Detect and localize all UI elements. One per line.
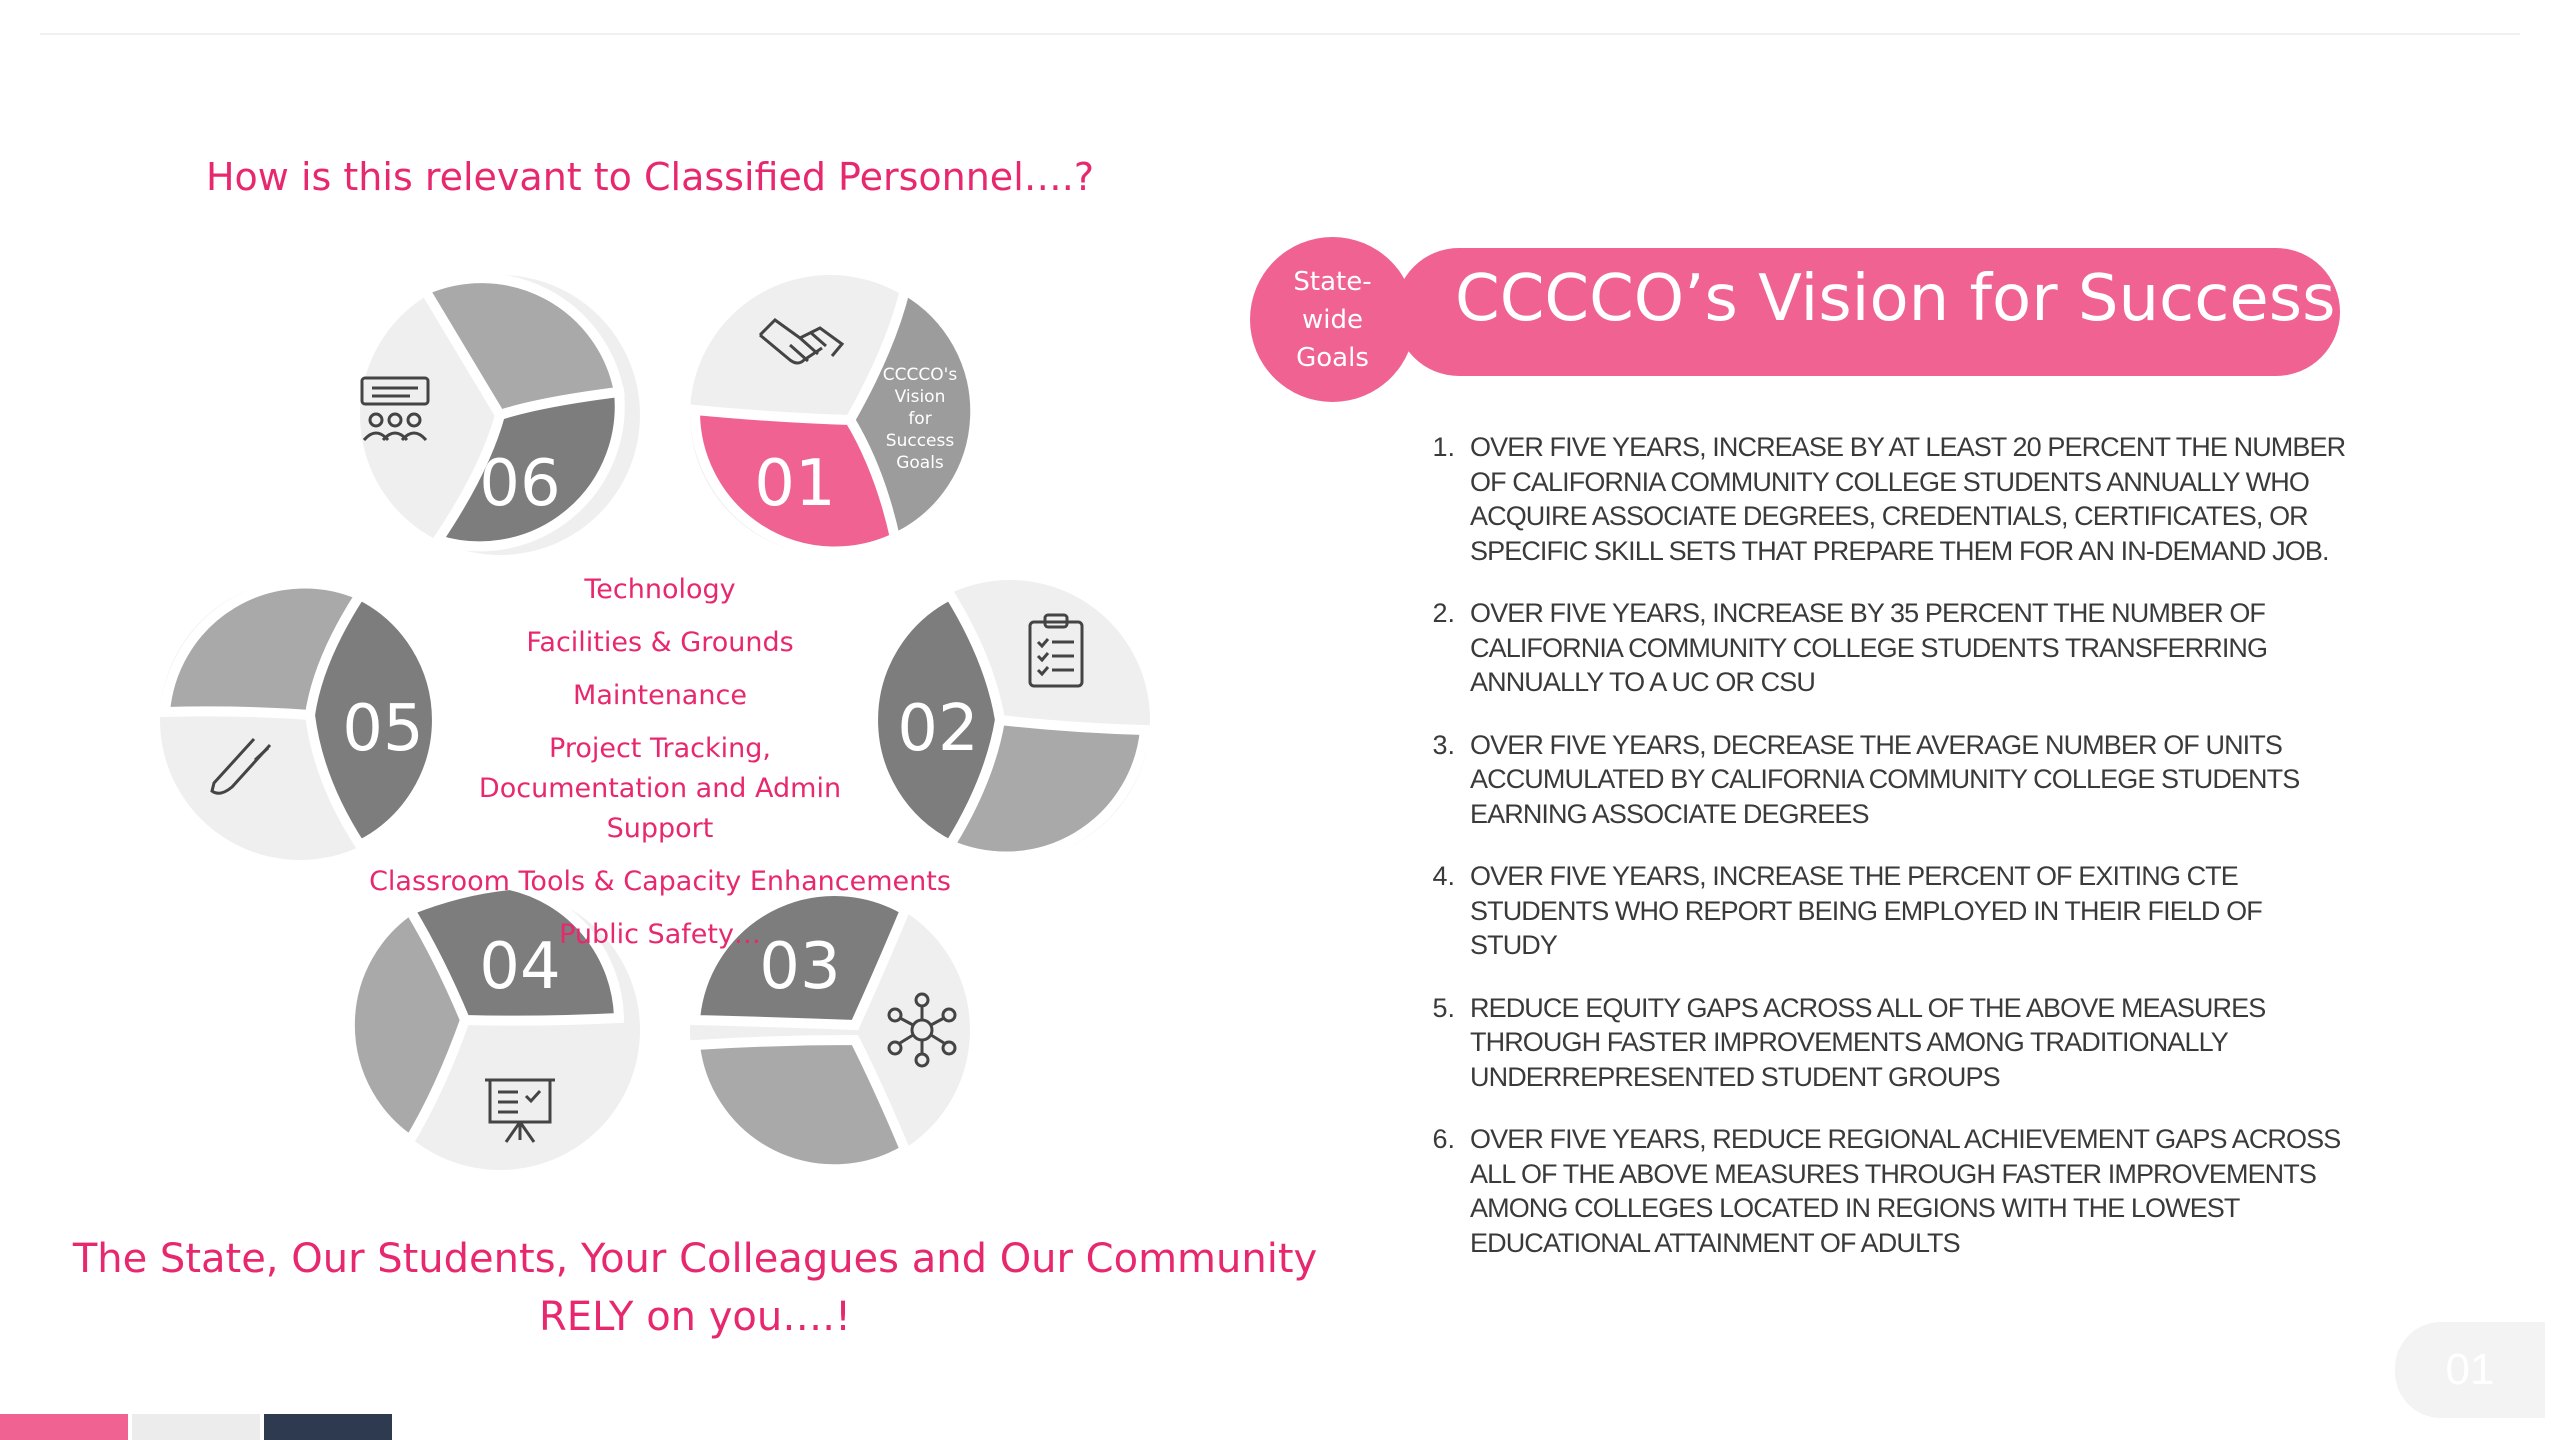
segment-number-01: 01 — [754, 447, 836, 521]
closing-message — [0, 1230, 1390, 1346]
goal-number: 1. — [1432, 432, 1455, 462]
goal-text: OVER FIVE YEARS, INCREASE THE PERCENT OF EXITING CTE STUDENTS WHO REPORT BEING EMPLOYED IN THEIR FIELD OF STUDY — [1470, 861, 2262, 960]
segment-01 — [690, 275, 975, 555]
topic-item: Maintenance — [573, 680, 747, 711]
segment-number-04: 04 — [479, 930, 561, 1004]
topic-item: Facilities & Grounds — [526, 627, 794, 658]
badge-line: State- — [1293, 266, 1372, 297]
goal-item — [1400, 991, 2350, 1095]
topic-item: Project Tracking, Documentation and Admin Support — [478, 733, 842, 844]
goal-number: 4. — [1432, 861, 1455, 891]
center-label-line: Success — [885, 431, 955, 451]
goal-number: 3. — [1432, 729, 1455, 760]
goal-item — [1400, 859, 2350, 963]
goal-item — [1400, 728, 2350, 832]
page-number: 01 — [2395, 1322, 2545, 1418]
goal-item — [1400, 430, 2350, 568]
goals-list — [1400, 430, 2350, 1288]
segment-06 — [360, 275, 640, 555]
goal-item — [1400, 596, 2350, 700]
center-label-line: CCCCO's — [882, 365, 958, 385]
footer-color-bar-pink — [0, 1414, 128, 1440]
goal-text: OVER FIVE YEARS, INCREASE BY AT LEAST 20 PERCENT THE NUMBER OF CALIFORNIA COMMUNITY COLLEGE STUDENTS ANNUALLY WHO ACQUIRE ASSOCIATE DEGREES, CREDENTIALS, CERTIFICATES, OR SPECIFIC SKILL SETS THAT PREPARE THEM FOR AN IN-DEMAND JOB. — [1470, 432, 2346, 566]
topic-item: Classroom Tools & Capacity Enhancements — [369, 866, 951, 897]
goal-number: 2. — [1432, 598, 1455, 628]
center-label-line: Goals — [896, 453, 944, 473]
vision-title: CCCCO’s Vision for Success — [1455, 262, 2336, 336]
goal-text: REDUCE EQUITY GAPS ACROSS ALL OF THE ABOVE MEASURES THROUGH FASTER IMPROVEMENTS AMONG TRADITIONALLY UNDERREPRESENTED STUDENT GROUPS — [1470, 992, 2266, 1092]
goal-text: OVER FIVE YEARS, INCREASE BY 35 PERCENT THE NUMBER OF CALIFORNIA COMMUNITY COLLEGE STUDENTS TRANSFERRING ANNUALLY TO A UC OR CSU — [1470, 598, 2268, 697]
center-label-line: Vision — [894, 387, 946, 407]
staff-topics-list — [360, 570, 960, 968]
closing-message-line2: RELY on you….! — [539, 1294, 851, 1340]
segment-number-02: 02 — [897, 692, 979, 766]
badge-line: wide — [1302, 304, 1363, 335]
segment-number-03: 03 — [759, 930, 841, 1004]
goal-text: OVER FIVE YEARS, REDUCE REGIONAL ACHIEVEMENT GAPS ACROSS ALL OF THE ABOVE MEASURES THROUGH FASTER IMPROVEMENTS AMONG COLLEGES LOCATED IN REGIONS WITH THE LOWEST EDUCATIONAL ATTAINMENT OF ADULTS — [1470, 1124, 2341, 1258]
topic-item: Public Safety… — [559, 919, 761, 950]
goal-item — [1400, 1122, 2350, 1260]
badge-line: Goals — [1296, 342, 1369, 373]
closing-message-line1: The State, Our Students, Your Colleagues and Our Community — [72, 1236, 1318, 1282]
footer-color-bar-navy — [264, 1414, 392, 1440]
statewide-goals-badge — [1250, 237, 1415, 402]
goal-number: 6. — [1432, 1124, 1455, 1154]
center-label-line: for — [908, 409, 932, 429]
goal-text: OVER FIVE YEARS, DECREASE THE AVERAGE NUMBER OF UNITS ACCUMULATED BY CALIFORNIA COMMUNITY COLLEGE STUDENTS EARNING ASSOCIATE DEGREES — [1470, 729, 2300, 829]
segment-number-06: 06 — [479, 447, 561, 521]
goal-number: 5. — [1432, 992, 1455, 1023]
topic-item: Technology — [584, 574, 736, 605]
segment-number-05: 05 — [342, 692, 424, 766]
footer-color-bar-gray — [132, 1414, 260, 1440]
relevance-question: How is this relevant to Classified Personnel….? — [205, 155, 1094, 199]
